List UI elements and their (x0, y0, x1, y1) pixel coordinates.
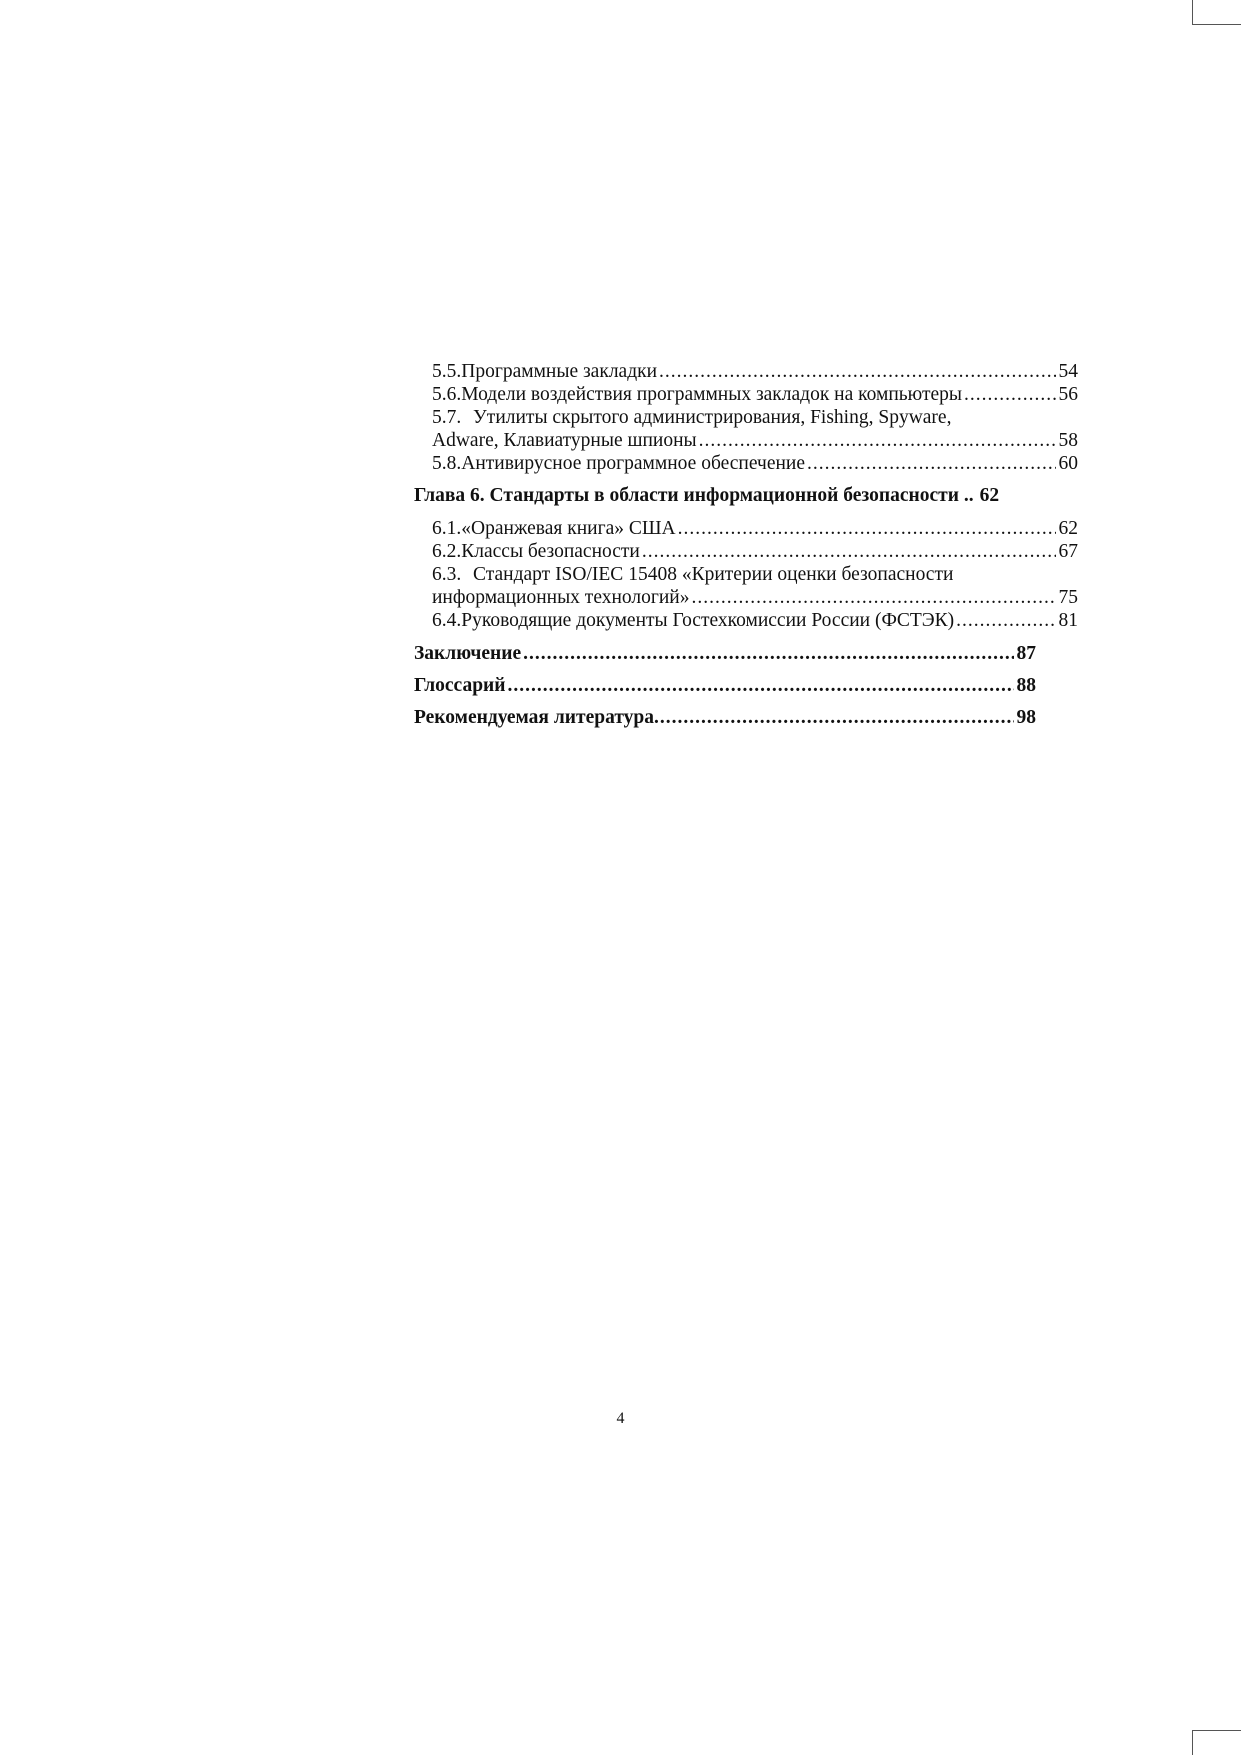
toc-chapter-title: Глава 6. Стандарты в области информационной безопасности .. (414, 485, 974, 506)
toc-entry-title: Программные закладки (461, 361, 658, 382)
toc-chapter[interactable] (414, 674, 1036, 697)
toc-entry-title: Adware, Клавиатурные шпионы (432, 430, 697, 451)
toc-entry-title: Стандарт ISO/IEC 15408 «Критерии оценки безопасности (473, 564, 954, 585)
toc-chapter-page: 88 (1016, 675, 1036, 696)
toc-leader-dots (642, 540, 1056, 563)
toc-leader-dots (956, 609, 1055, 632)
page-number: 4 (616, 1410, 625, 1427)
toc-entry-continuation[interactable] (432, 586, 1078, 609)
toc-entry[interactable] (432, 540, 1078, 563)
toc-entry-continuation[interactable] (432, 429, 1078, 452)
toc-entry-page: 54 (1058, 361, 1078, 382)
toc-entry-page: 75 (1058, 587, 1078, 608)
toc-chapter-title: Заключение (414, 643, 522, 664)
toc-entry-number: 6.3. (432, 564, 462, 585)
toc-entry-title: Модели воздействия программных закладок на компьютеры (461, 384, 963, 405)
toc-leader-dots (964, 383, 1055, 406)
toc-entry-title: Классы безопасности (461, 541, 640, 562)
toc-entry[interactable] (432, 383, 1078, 406)
toc-entry-number: 6.4. (432, 610, 462, 631)
toc-leader-dots (508, 674, 1014, 697)
toc-entry-number: 5.5. (432, 361, 462, 382)
toc-entry-title: Антивирусное программное обеспечение (461, 453, 805, 474)
toc-entry-title: информационных технологий» (432, 587, 690, 608)
toc-chapter-page: 98 (1016, 707, 1036, 728)
toc-entry-page: 81 (1058, 610, 1078, 631)
toc-entry-page: 67 (1058, 541, 1078, 562)
toc-entry[interactable] (432, 517, 1078, 540)
toc-entry-page: 56 (1058, 384, 1078, 405)
toc-leader-dots (654, 706, 1014, 729)
toc-chapter-page: 62 (979, 485, 1000, 506)
toc-leader-dots (807, 452, 1056, 475)
toc-entry[interactable] (432, 452, 1078, 475)
toc-chapter-title: Рекомендуемая литература (414, 707, 654, 728)
toc-entry[interactable] (432, 360, 1078, 383)
toc-entry-title: Руководящие документы Гостехкомиссии России (ФСТЭК) (461, 610, 955, 631)
toc-leader-dots (699, 429, 1056, 452)
toc-chapter[interactable] (414, 484, 1036, 507)
toc-entry-number: 5.7. (432, 407, 462, 428)
toc-entry[interactable] (432, 563, 1078, 586)
toc-entry-number: 6.2. (432, 541, 462, 562)
toc-chapter-page: 87 (1016, 643, 1036, 664)
toc-entry-title: Утилиты скрытого администрирования, Fishing, Spyware, (473, 407, 952, 428)
toc-chapter-title: Глоссарий (414, 675, 506, 696)
toc-leader-dots (659, 360, 1055, 383)
toc-entry-title: «Оранжевая книга» США (461, 518, 676, 539)
toc-entry-page: 62 (1058, 518, 1078, 539)
toc-leader-dots (692, 586, 1056, 609)
toc-entry[interactable] (432, 609, 1078, 632)
toc-leader-dots (678, 517, 1056, 540)
toc-entry-number: 6.1. (432, 518, 462, 539)
toc-entry-page: 58 (1058, 430, 1078, 451)
toc-leader-dots (523, 642, 1013, 665)
toc-entry[interactable] (432, 406, 1078, 429)
toc-entry-page: 60 (1058, 453, 1078, 474)
toc-chapter[interactable] (414, 642, 1036, 665)
toc-entry-number: 5.8. (432, 453, 462, 474)
toc-chapter[interactable] (414, 706, 1036, 729)
toc-entry-number: 5.6. (432, 384, 462, 405)
